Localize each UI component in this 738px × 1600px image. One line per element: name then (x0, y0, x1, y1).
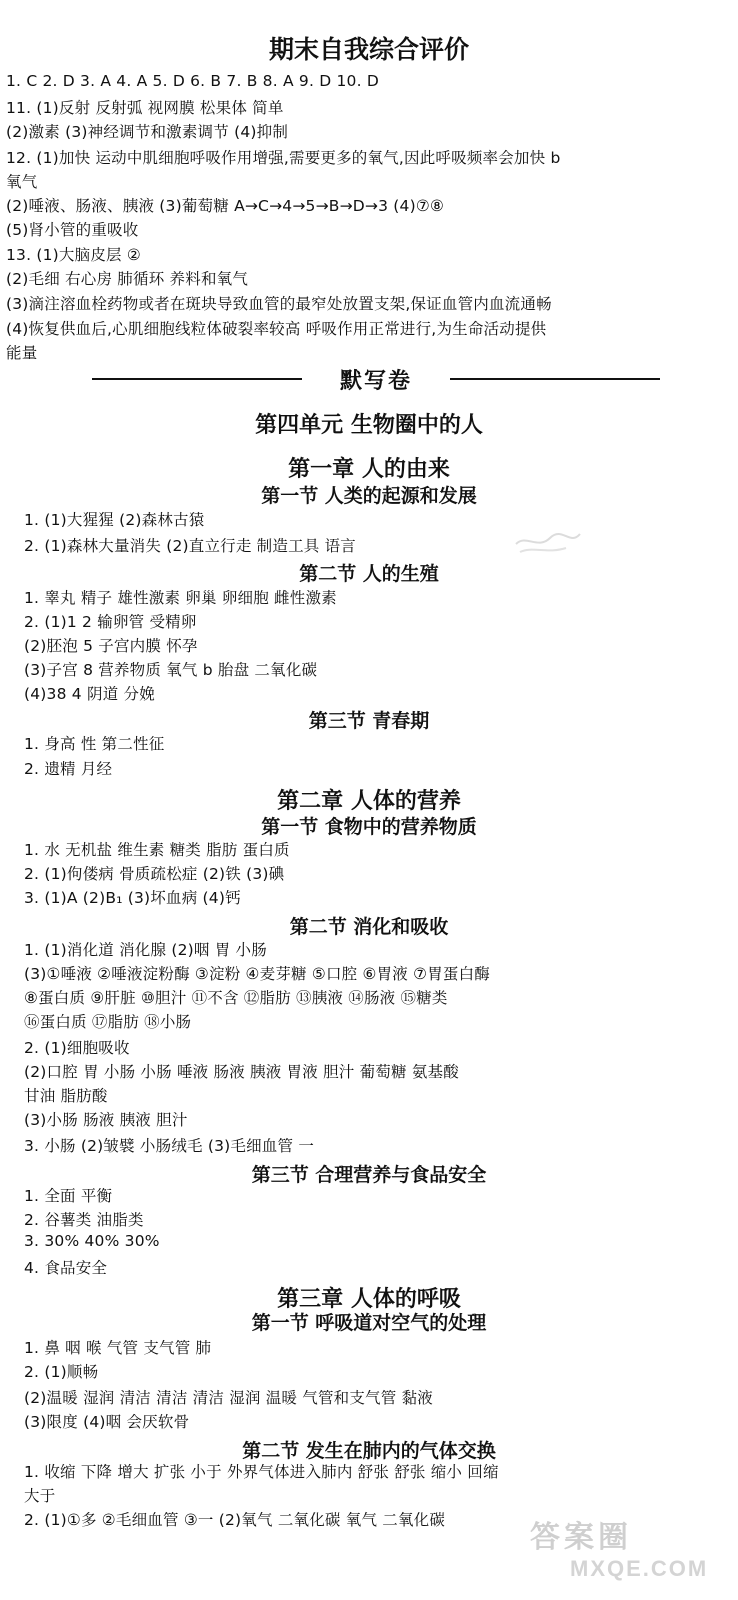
banner-rule-right (450, 378, 660, 380)
review-line-9: (2)毛细 右心房 肺循环 养料和氧气 (6, 270, 249, 288)
answer-line: 4. 食品安全 (24, 1259, 108, 1277)
answer-line: 甘油 脂肪酸 (24, 1087, 108, 1105)
section-heading: 第一节 食物中的营养物质 (261, 816, 477, 838)
review-line-6: (2)唾液、肠液、胰液 (3)葡萄糖 A→C→4→5→B→D→3 (4)⑦⑧ (6, 197, 445, 215)
section-heading: 第二节 消化和吸收 (289, 916, 449, 938)
site-watermark (530, 1512, 720, 1592)
answer-line: 2. (1)佝偻病 骨质疏松症 (2)铁 (3)碘 (24, 865, 285, 883)
answer-line: (3)①唾液 ②唾液淀粉酶 ③淀粉 ④麦芽糖 ⑤口腔 ⑥胃液 ⑦胃蛋白酶 (24, 965, 490, 983)
answer-line: 2. 谷薯类 油脂类 (24, 1211, 144, 1229)
chapter-heading: 第一章 人的由来 (288, 457, 450, 482)
answer-line: 1. 水 无机盐 维生素 糖类 脂肪 蛋白质 (24, 841, 290, 859)
answer-line: (3)限度 (4)咽 会厌软骨 (24, 1413, 190, 1431)
answer-line: 1. (1)消化道 消化腺 (2)咽 胃 小肠 (24, 941, 267, 959)
review-line-12: 能量 (6, 344, 38, 362)
answer-line: 1. 全面 平衡 (24, 1187, 113, 1205)
answer-line: 2. 遗精 月经 (24, 760, 113, 778)
banner-rule-left (92, 378, 302, 380)
answer-line: 1. 收缩 下降 增大 扩张 小于 外界气体进入肺内 舒张 舒张 缩小 回缩 (24, 1463, 499, 1481)
review-line-10: (3)滴注溶血栓药物或者在斑块导致血管的最窄处放置支架,保证血管内血流通畅 (6, 295, 552, 313)
watermark-cn: 答案圈 (530, 1520, 632, 1555)
section-banner (92, 366, 660, 392)
answer-line: (2)温暖 湿润 清洁 清洁 清洁 湿润 温暖 气管和支气管 黏液 (24, 1389, 433, 1407)
watermark-en: MXQE.COM (570, 1556, 709, 1581)
answer-line: 1. (1)大猩猩 (2)森林古猿 (24, 511, 205, 529)
review-line-3: (2)激素 (3)神经调节和激素调节 (4)抑制 (6, 123, 289, 141)
review-line-1: 1. C 2. D 3. A 4. A 5. D 6. B 7. B 8. A 9. D 10. D (6, 72, 380, 90)
answer-line: 2. (1)森林大量消失 (2)直立行走 制造工具 语言 (24, 537, 357, 555)
answer-line: 1. 鼻 咽 喉 气管 支气管 肺 (24, 1339, 212, 1357)
answer-line: 2. (1)①多 ②毛细血管 ③一 (2)氧气 二氧化碳 氧气 二氧化碳 (24, 1511, 446, 1529)
answer-line: 3. (1)A (2)B₁ (3)坏血病 (4)钙 (24, 889, 241, 907)
unit-title: 第四单元 生物圈中的人 (255, 413, 483, 438)
chapter-heading: 第二章 人体的营养 (277, 789, 461, 814)
answer-line: 2. (1)顺畅 (24, 1363, 99, 1381)
answer-line: (2)胚泡 5 子宫内膜 怀孕 (24, 637, 198, 655)
review-line-5: 氧气 (6, 173, 38, 191)
section-heading: 第二节 发生在肺内的气体交换 (242, 1440, 496, 1462)
answer-line: ⑯蛋白质 ⑰脂肪 ⑱小肠 (24, 1013, 192, 1031)
answer-line: 3. 小肠 (2)皱襞 小肠绒毛 (3)毛细血管 一 (24, 1137, 315, 1155)
review-title: 期末自我综合评价 (268, 35, 469, 64)
answer-line: 2. (1)细胞吸收 (24, 1039, 130, 1057)
answer-line: (3)小肠 肠液 胰液 胆汁 (24, 1111, 188, 1129)
answer-line: (2)口腔 胃 小肠 小肠 唾液 肠液 胰液 胃液 胆汁 葡萄糖 氨基酸 (24, 1063, 459, 1081)
answer-line: ⑧蛋白质 ⑨肝脏 ⑩胆汁 ⑪不含 ⑫脂肪 ⑬胰液 ⑭肠液 ⑮糖类 (24, 989, 448, 1007)
review-line-7: (5)肾小管的重吸收 (6, 221, 139, 239)
section-heading: 第一节 人类的起源和发展 (261, 485, 477, 507)
review-line-2: 11. (1)反射 反射弧 视网膜 松果体 简单 (6, 99, 284, 117)
answer-line: 大于 (24, 1487, 56, 1505)
section-heading: 第三节 青春期 (308, 710, 430, 732)
answer-line: 2. (1)1 2 输卵管 受精卵 (24, 613, 197, 631)
answer-line: (3)子宫 8 营养物质 氧气 b 胎盘 二氧化碳 (24, 661, 318, 679)
banner-label: 默写卷 (339, 369, 412, 394)
review-line-11: (4)恢复供血后,心肌细胞线粒体破裂率较高 呼吸作用正常进行,为生命活动提供 (6, 320, 547, 338)
answer-line: 3. 30% 40% 30% (24, 1232, 160, 1250)
faint-stamp-mark (508, 520, 588, 560)
section-heading: 第二节 人的生殖 (299, 563, 439, 585)
answer-line: 1. 睾丸 精子 雄性激素 卵巢 卵细胞 雌性激素 (24, 589, 337, 607)
answer-line: (4)38 4 阴道 分娩 (24, 685, 155, 703)
chapter-heading: 第三章 人体的呼吸 (277, 1287, 461, 1312)
section-heading: 第一节 呼吸道对空气的处理 (251, 1312, 487, 1334)
section-heading: 第三节 合理营养与食品安全 (251, 1164, 487, 1186)
review-line-4: 12. (1)加快 运动中肌细胞呼吸作用增强,需要更多的氧气,因此呼吸频率会加快 b (6, 149, 561, 167)
answer-line: 1. 身高 性 第二性征 (24, 735, 165, 753)
review-line-8: 13. (1)大脑皮层 ② (6, 246, 141, 264)
